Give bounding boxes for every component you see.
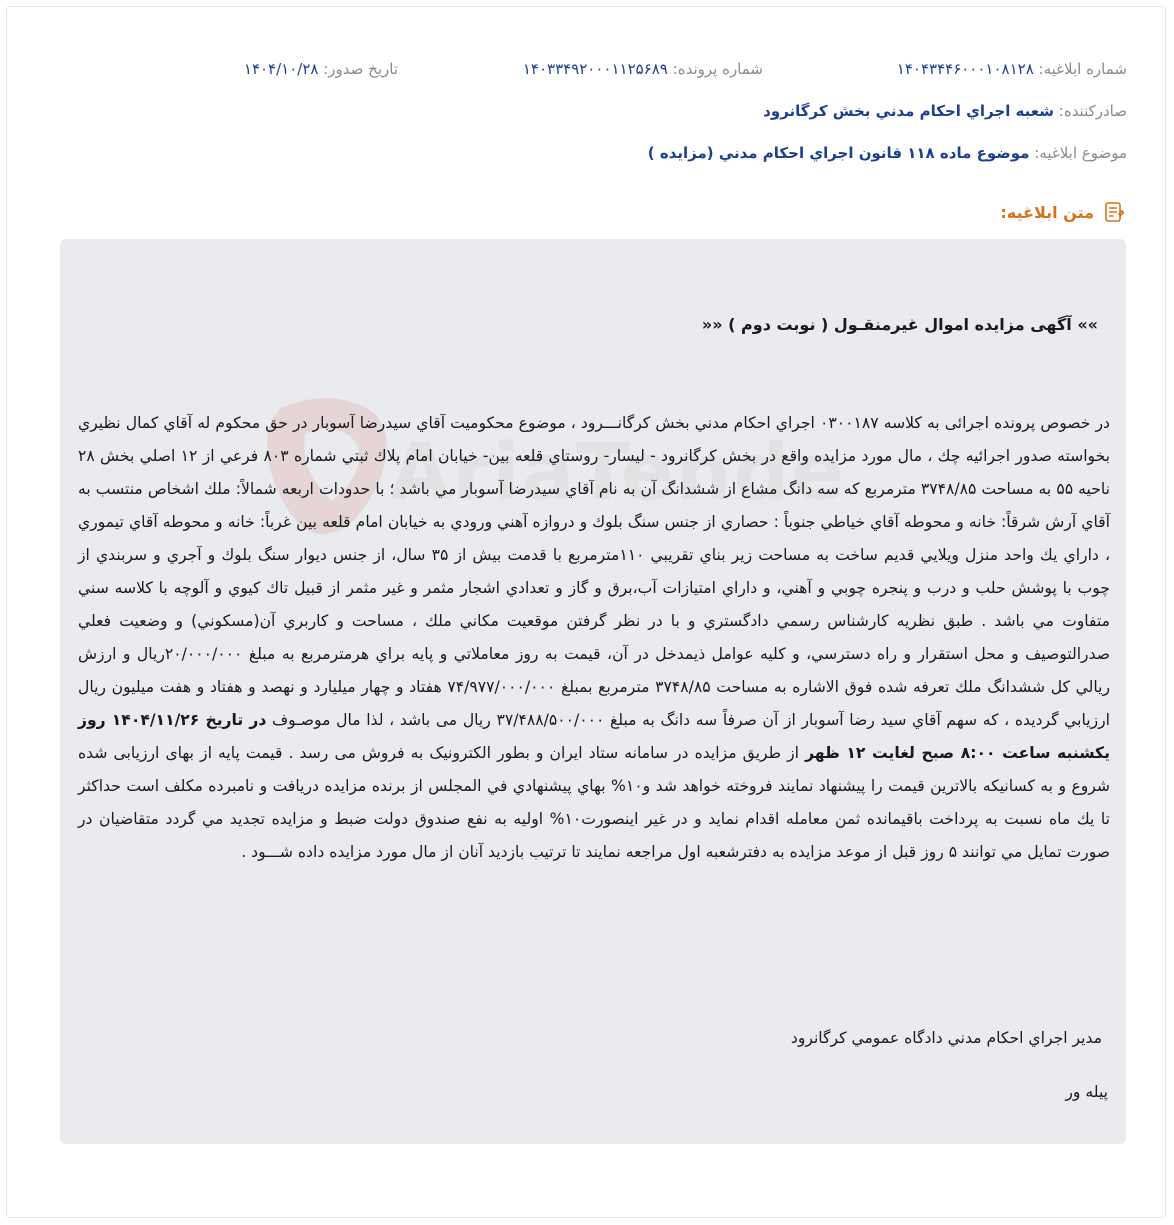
notice-text-heading: [1000, 200, 1126, 224]
body-text-part2: از طريق مزايده در سامانه ستاد ايران و بطور الكترونيک به فروش می رسد . قيمت پايه از بهای ارزيابی شده شروع و به كسانيكه بالاترين قيمت را پيشنهاد نمايند فروخته خواهد شد و۱۰% بهاي پيشنهادي في المجلس از برنده مزايده دريافت و نامبرده مكلف است حداكثر تا يك ماه نسبت به پرداخت باقيمانده ثمن معامله اقدام نمايد و در غير اينصورت۱۰% اوليه به نفع صندوق دولت ضبط و مزايده تجديد مي گردد متقاضيان در صورت تمايل مي توانند ۵ روز قبل از موعد مزايده به دفترشعبه اول مراجعه نمايند تا ترتيب بازديد آنان از مال مورد مزايده داده شـــود .: [78, 744, 1110, 861]
issue-date-label: تاریخ صدور:: [323, 60, 398, 78]
notice-number-value: ۱۴۰۴۳۴۴۶۰۰۰۱۰۸۱۲۸: [896, 60, 1034, 78]
document-text-icon: [1102, 200, 1126, 224]
watermark-text: AriaTende: [390, 428, 840, 518]
subject-label: موضوع ابلاغیه:: [1034, 144, 1127, 162]
issue-date-value: ۱۴۰۴/۱۰/۲۸: [243, 60, 319, 78]
subject: [648, 144, 1127, 162]
signature-title: مدير اجراي احكام مدني دادگاه عمومي كرگانرود: [790, 1029, 1102, 1047]
case-number-label: شماره پرونده:: [672, 60, 763, 78]
notice-number: [897, 60, 1127, 78]
notice-body-box: [60, 239, 1126, 1144]
issue-date: [244, 60, 398, 78]
announcement-body: [78, 407, 1110, 869]
body-text-part1: در خصوص پرونده اجرائی به کلاسه ۰۳۰۰۱۸۷ اجراي احكام مدني بخش كرگانـــرود ، موضوع محكوميت آقاي سيدرضا آسوبار در حق محكوم له آقاي كمال نظيري بخواسته صدور اجرائيه چك ، مال مورد مزايده واقع در بخش كرگانرود - ليسار- روستاي قلعه بين- خيابان امام پلاك ثبتي شماره ۸۰۳ فرعي از ۱۲ اصلي بخش ۲۸ ناحيه ۵۵ به مساحت ۳۷۴۸/۸۵ مترمربع كه سه دانگ مشاع از ششدانگ آن به نام آقاي سيدرضا آسوبار مي باشد ؛ با حدودات اربعه شمالاً: ملك اشخاص منتسب به آقاي آرش شرقاً: خانه و محوطه آقاي خياطي جنوباً : حصاري از جنس سنگ بلوك و دروازه آهني ورودي به خيابان امام قلعه بين غرباً: خانه و محوطه آقاي تيموري ، داراي يك واحد منزل ويلايي قديم ساخت به مساحت زير بناي تقريبي ۱۱۰مترمربع با قدمت بيش از ۳۵ سال، از جنس ديوار سنگ بلوك و آجري و سربندي از چوب با پوشش حلب و درب و پنجره چوبي و آهني، و داراي امتيازات آب،برق و گاز و تعدادي اشجار مثمر و غير مثمر از قبيل تاك كيوي و آلوچه با كلاسه سني متفاوت مي باشد . طبق نظريه كارشناس رسمي دادگستري و با در نظر گرفتن موقعيت مكاني ملك ، مساحت و كاربري آن(مسكوني) و وضعيت فعلي صدرالتوصيف و محل استقرار و راه دسترسي، و كليه عوامل ذيمدخل در آن، قيمت به روز معاملاتي و پايه براي هرمترمربع به مبلغ ۲۰/۰۰۰/۰۰۰ريال و ارزش ريالي كل ششدانگ ملك تعرفه شده فوق الاشاره به مساحت ۳۷۴۸/۸۵ مترمربع بمبلغ ۷۴/۹۷۷/۰۰۰/۰۰۰ هفتاد و چهار ميليارد و نهصد و هفتاد و هفت ميليون ريال ارزيابي گرديده ، كه سهم آقاي سيد رضا آسوبار از آن صرفاً سه دانگ به مبلغ ۳۷/۴۸۸/۵۰۰/۰۰۰ ريال می باشد ، لذا مال موصـوف: [78, 414, 1111, 729]
issuer: [763, 102, 1127, 120]
notice-number-label: شماره ابلاغیه:: [1038, 60, 1127, 78]
subject-value: موضوع ماده ۱۱۸ قانون اجراي احكام مدني (مزايده ): [647, 144, 1030, 162]
case-number-value: ۱۴۰۳۳۴۹۲۰۰۰۱۱۲۵۶۸۹: [522, 60, 668, 78]
announcement-title: »» آگهی مزایده اموال غیرمنقـول ( نوبت دوم ) ««: [701, 315, 1098, 334]
auction-date-highlight: در تاریخ ۱۴۰۴/۱۱/۲۶ روز یکشنبه ساعت ۸:۰۰ صبح لغایت ۱۲ ظهر: [78, 711, 1110, 762]
notice-text-heading-label: متن ابلاغیه:: [1000, 202, 1094, 222]
signature-name: پيله ور: [1065, 1083, 1108, 1101]
issuer-value: شعبه اجراي احكام مدني بخش كرگانرود: [763, 102, 1054, 120]
issuer-label: صادرکننده:: [1058, 102, 1127, 120]
case-number: [523, 60, 763, 78]
